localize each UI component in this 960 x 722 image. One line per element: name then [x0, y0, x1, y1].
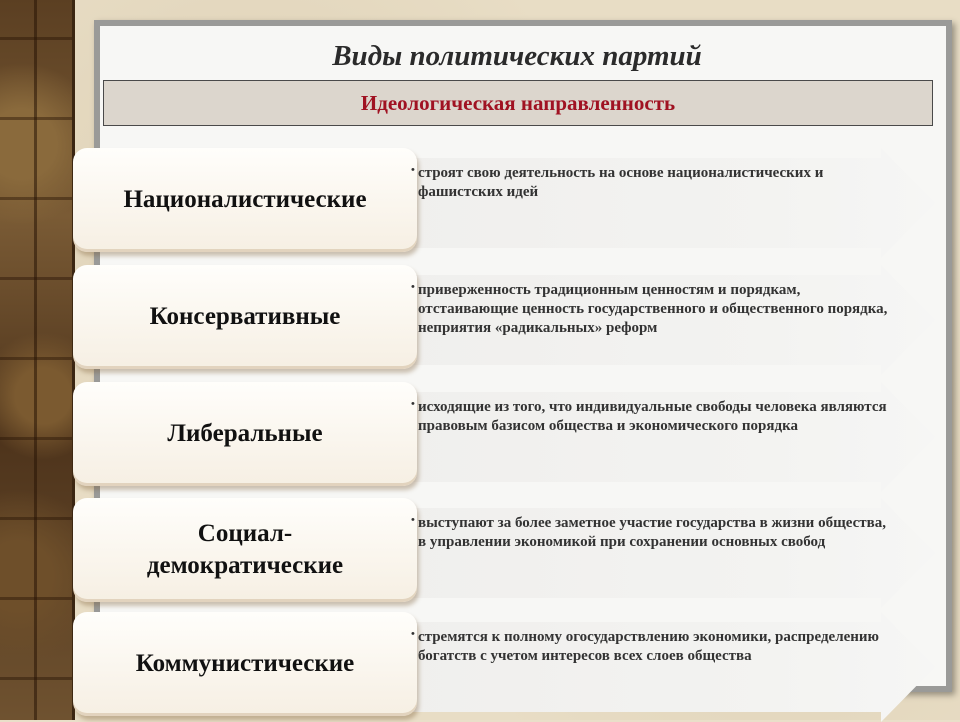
- bullet: •: [411, 164, 415, 176]
- party-label: Консервативные: [149, 303, 341, 330]
- party-row-liberal: [0, 382, 960, 492]
- party-label-box: [73, 265, 417, 369]
- party-label: Националистические: [123, 186, 367, 213]
- party-description-text: строят свою деятельность на основе националистических и фашистских идей: [418, 165, 824, 200]
- party-label-box: [73, 148, 417, 252]
- bullet: •: [411, 628, 415, 640]
- party-row-nationalist: [0, 148, 960, 258]
- party-description: [411, 398, 888, 436]
- party-label-box: [73, 498, 417, 602]
- party-row-social-democratic: [0, 498, 960, 608]
- party-row-communist: [0, 612, 960, 722]
- party-description-text: стремятся к полному огосударствлению экономики, распределению богатств с учетом интересов всех слоев общества: [418, 629, 880, 664]
- party-description: [411, 281, 888, 338]
- bullet: •: [411, 398, 415, 410]
- party-label: Социал-демократические: [146, 520, 344, 579]
- bullet: •: [411, 281, 415, 293]
- party-row-conservative: [0, 265, 960, 375]
- party-label: Коммунистические: [135, 650, 355, 677]
- slide-title: Виды политических партий: [332, 40, 702, 72]
- party-description: [411, 628, 888, 666]
- party-label-box: [73, 382, 417, 486]
- bullet: •: [411, 514, 415, 526]
- party-description-text: исходящие из того, что индивидуальные свободы человека являются правовым базисом общества и экономического порядка: [418, 399, 887, 434]
- party-label: Либеральные: [167, 420, 323, 447]
- party-description-text: приверженность традиционным ценностям и порядкам, отстаивающие ценность государственного и общественного порядка, неприятия «радикальных» реформ: [418, 282, 888, 336]
- slide-subtitle: Идеологическая направленность: [103, 80, 933, 126]
- party-description: [411, 164, 888, 202]
- party-label-box: [73, 612, 417, 716]
- party-description-text: выступают за более заметное участие государства в жизни общества, в управлении экономикой при сохранении основных свобод: [418, 515, 886, 550]
- party-description: [411, 514, 888, 552]
